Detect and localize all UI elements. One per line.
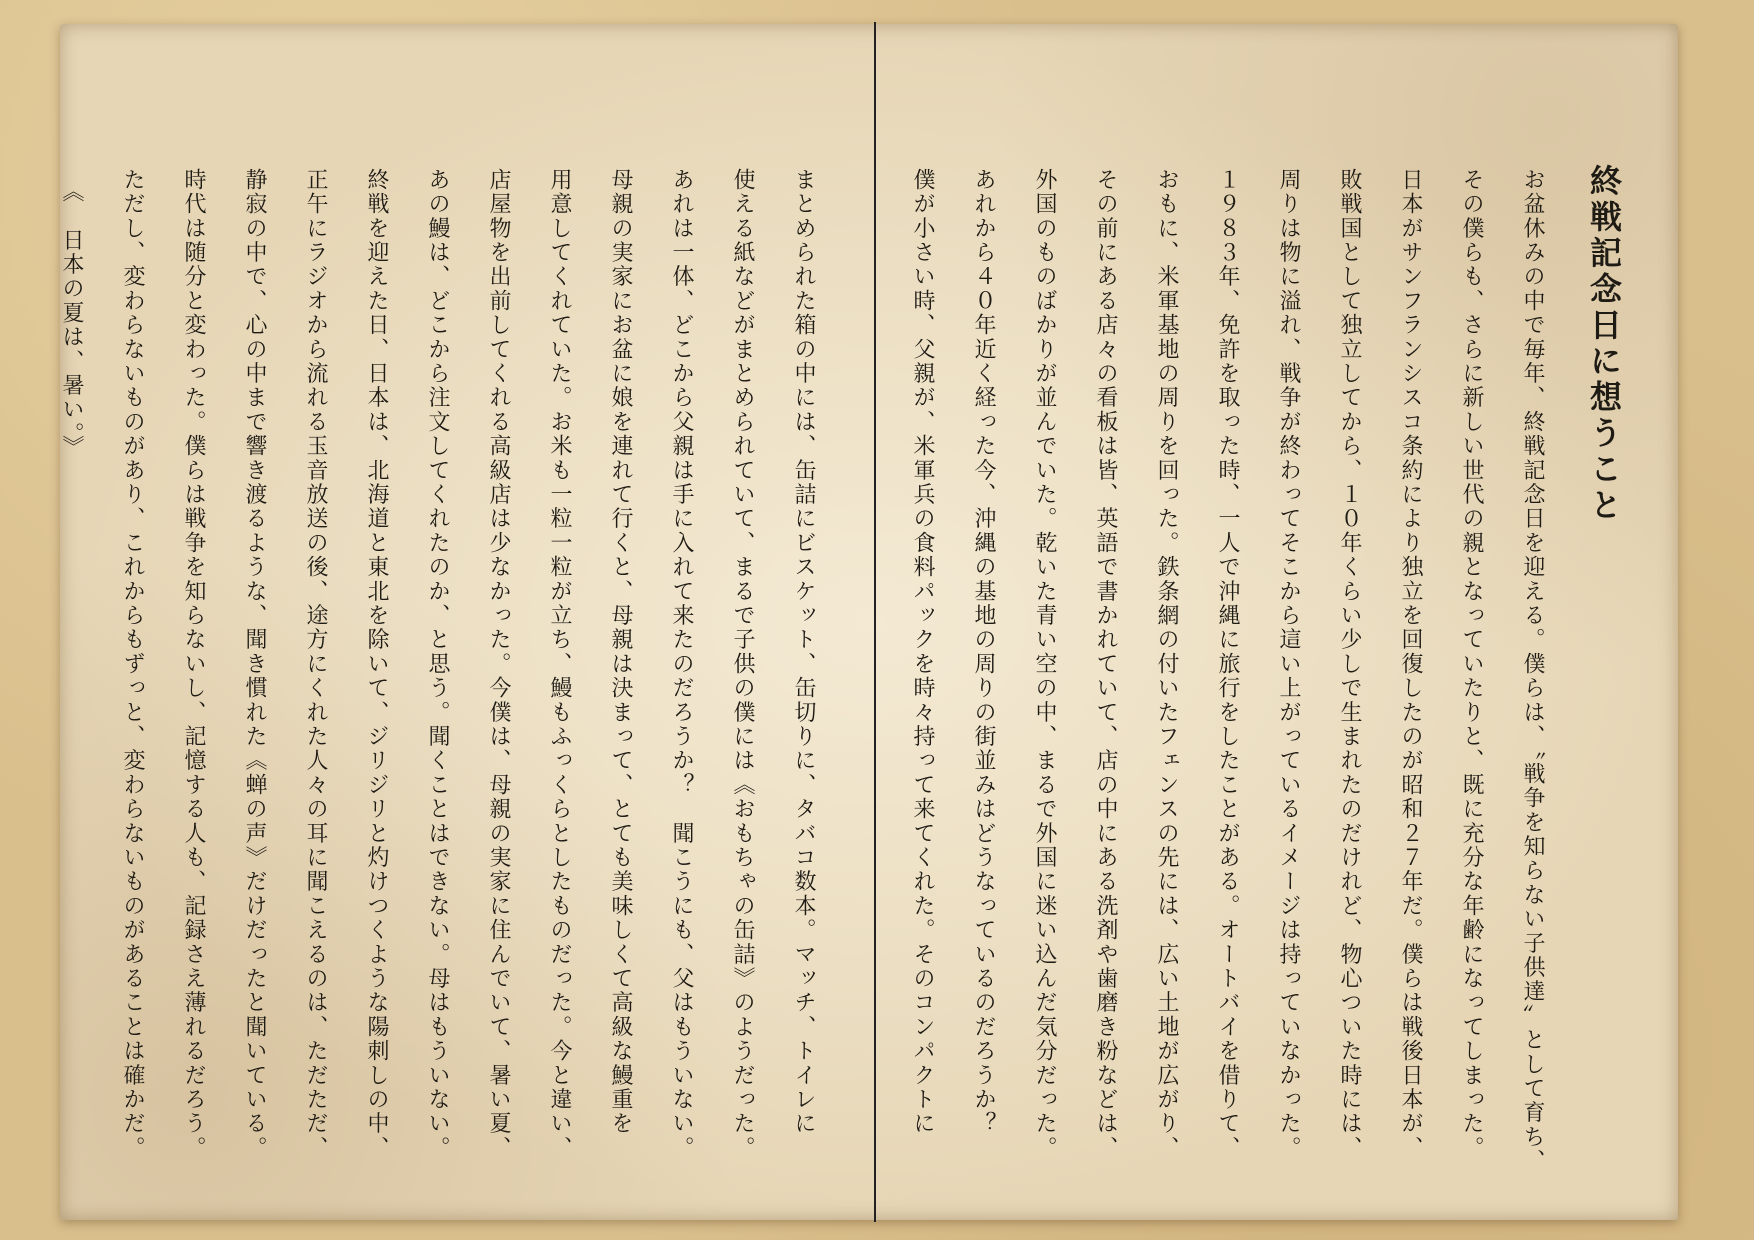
text-line: 終戦を迎えた日、日本は、北海道と東北を除いて、ジリジリと灼けつくような陽刺しの中、 xyxy=(364,168,389,1161)
text-line: その前にある店々の看板は皆、英語で書かれていて、店の中にある洗剤や歯磨き粉などは、 xyxy=(1093,168,1118,1161)
text-line: おもに、米軍基地の周りを回った。鉄条網の付いたフェンスの先には、広い土地が広がり、 xyxy=(1154,168,1179,1161)
text-line: まとめられた箱の中には、缶詰にビスケット、缶切りに、タバコ数本。マッチ、トイレに xyxy=(791,168,816,1136)
text-line: 使える紙などがまとめられていて、まるで子供の僕には《おもちゃの缶詰》のようだった。 xyxy=(730,168,755,1161)
text-line: 僕が小さい時、父親が、米軍兵の食料パックを時々持って来てくれた。そのコンパクトに xyxy=(910,168,935,1136)
document-title: 終戦記念日に想うこと xyxy=(1585,164,1623,524)
text-line: 用意してくれていた。お米も一粒一粒が立ち、鰻もふっくらとしたものだった。今と違い、 xyxy=(547,168,572,1161)
text-line: 正午にラジオから流れる玉音放送の後、途方にくれた人々の耳に聞こえるのは、ただただ、 xyxy=(303,168,328,1161)
text-line: あれから４０年近く経った今、沖縄の基地の周りの街並みはどうなっているのだろうか？ xyxy=(971,168,996,1136)
text-line: 日本がサンフランシスコ条約により独立を回復したのが昭和２７年だ。僕らは戦後日本が、 xyxy=(1398,168,1423,1161)
text-line: お盆休みの中で毎年、終戦記念日を迎える。僕らは、〝戦争を知らない子供達〟として育ち、 xyxy=(1520,168,1545,1174)
right-page xyxy=(794,164,1634,1174)
left-page xyxy=(59,168,834,1161)
text-line: 静寂の中で、心の中まで響き渡るような、聞き慣れた《蝉の声》だけだったと聞いている。 xyxy=(242,168,267,1161)
text-line: 店屋物を出前してくれる高級店は少なかった。今僕は、母親の実家に住んでいて、暑い夏、 xyxy=(486,168,511,1161)
text-line: 母親の実家にお盆に娘を連れて行くと、母親は決まって、とても美味しくて高級な鰻重を xyxy=(608,168,633,1136)
text-line: １９８３年、免許を取った時、一人で沖縄に旅行をしたことがある。オートバイを借りて、 xyxy=(1215,168,1240,1161)
text-line: 外国のものばかりが並んでいた。乾いた青い空の中、まるで外国に迷い込んだ気分だった。 xyxy=(1032,168,1057,1161)
text-line: 敗戦国として独立してから、１０年くらい少しで生まれたのだけれど、物心ついた時には、 xyxy=(1337,168,1362,1161)
text-line: 周りは物に溢れ、戦争が終わってそこから這い上がっているイメージは持っていなかった。 xyxy=(1276,168,1301,1161)
text-line: その僕らも、さらに新しい世代の親となっていたりと、既に充分な年齢になってしまった。 xyxy=(1459,168,1484,1161)
text-line: ただし、変わらないものがあり、これからもずっと、変わらないものがあることは確かだ。 xyxy=(120,168,145,1161)
text-line: あれは一体、どこから父親は手に入れて来たのだろうか？ 聞こうにも、父はもういない。 xyxy=(669,168,694,1161)
text-line: あの鰻は、どこから注文してくれたのか、と思う。聞くことはできない。母はもういない。 xyxy=(425,168,450,1161)
text-line: 時代は随分と変わった。僕らは戦争を知らないし、記憶する人も、記録さえ薄れるだろう。 xyxy=(181,168,206,1161)
closing-line: 《 日本の夏は、暑い。》 xyxy=(59,180,84,460)
